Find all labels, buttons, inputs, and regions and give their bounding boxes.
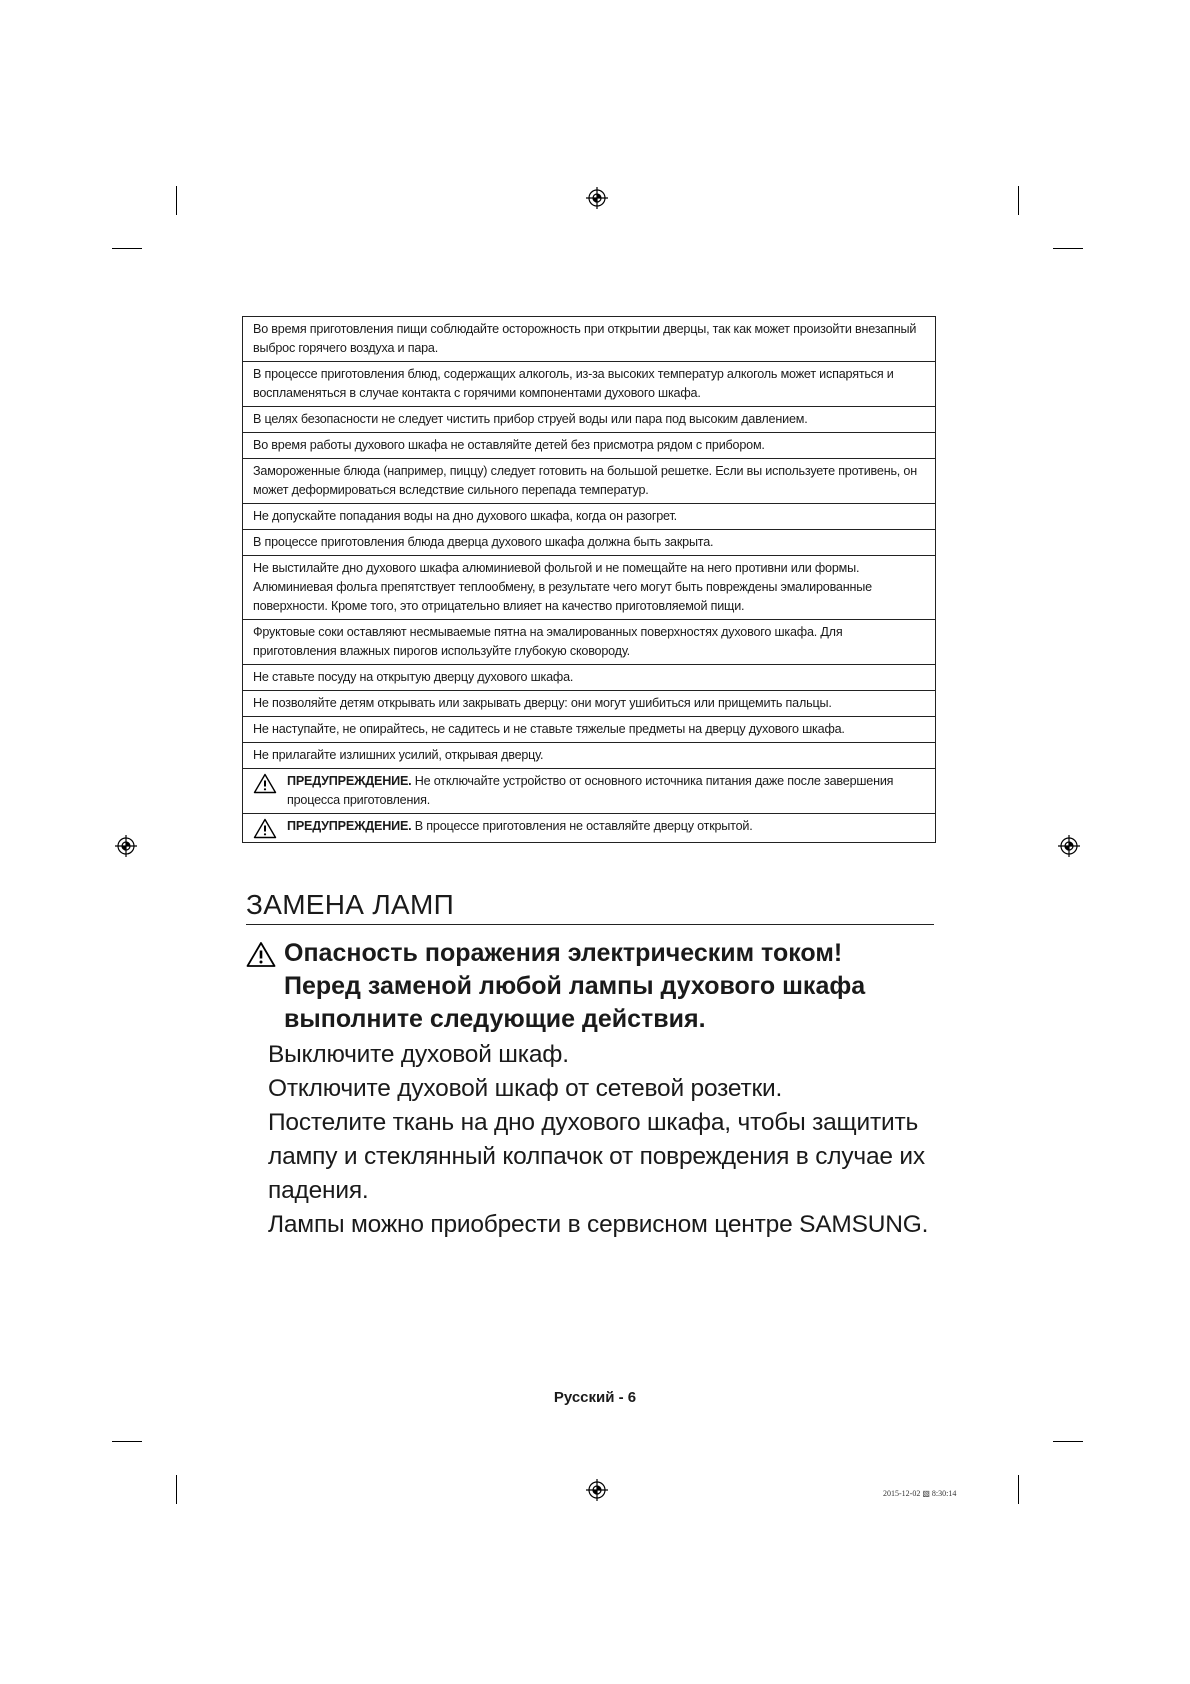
safety-note: Не выстилайте дно духового шкафа алюминиевой фольгой и не помещайте на него противни или формы. Алюминиевая фольга препятствует теплообмену, в результате чего могут быть повреждены эмалированные поверхности. Кроме того, это отрицательно влияет на качество приготовляемой пищи. — [243, 556, 936, 620]
safety-note: Не наступайте, не опирайтесь, не садитесь и не ставьте тяжелые предметы на дверцу духового шкафа. — [243, 717, 936, 743]
safety-note: В процессе приготовления блюда дверца духового шкафа должна быть закрыта. — [243, 530, 936, 556]
warning-triangle-icon — [246, 941, 276, 968]
table-row — [243, 665, 936, 691]
warning-note — [243, 769, 936, 814]
warning-triangle-icon — [253, 818, 277, 839]
table-row — [243, 504, 936, 530]
step-item: Лампы можно приобрести в сервисном центре SAMSUNG. — [268, 1211, 929, 1238]
table-row — [243, 717, 936, 743]
warning-label: ПРЕДУПРЕЖДЕНИЕ. — [287, 774, 412, 788]
table-row — [243, 743, 936, 769]
safety-note: Не допускайте попадания воды на дно духового шкафа, когда он разогрет. — [243, 504, 936, 530]
warning-label: ПРЕДУПРЕЖДЕНИЕ. — [287, 819, 412, 833]
table-row — [243, 317, 936, 362]
crop-mark — [112, 248, 142, 249]
crop-mark — [1053, 248, 1083, 249]
crop-mark — [1053, 1441, 1083, 1442]
print-stamp: 2015-12-02 ▧ 8:30:14 — [883, 1489, 957, 1498]
safety-note: Фруктовые соки оставляют несмываемые пятна на эмалированных поверхностях духового шкафа. Для приготовления влажных пирогов используйте глубокую сковороду. — [243, 620, 936, 665]
registration-mark-icon — [586, 187, 608, 209]
registration-mark-icon — [586, 1479, 608, 1501]
safety-note: В целях безопасности не следует чистить прибор струей воды или пара под высоким давлением. — [243, 407, 936, 433]
table-row — [243, 459, 936, 504]
table-row — [243, 433, 936, 459]
danger-line: Перед заменой любой лампы духового шкафа — [284, 972, 866, 1000]
crop-mark — [176, 1475, 177, 1504]
table-row — [243, 620, 936, 665]
steps-list — [268, 1038, 948, 1242]
safety-note: В процессе приготовления блюд, содержащих алкоголь, из-за высоких температур алкоголь может испаряться и воспламеняться в случае контакта с горячими компонентами духового шкафа. — [243, 362, 936, 407]
warning-triangle-icon — [253, 773, 277, 794]
table-row — [243, 691, 936, 717]
section-title: ЗАМЕНА ЛАМП — [246, 888, 934, 925]
safety-note: Не ставьте посуду на открытую дверцу духового шкафа. — [243, 665, 936, 691]
table-row — [243, 407, 936, 433]
page-number: Русский - 6 — [553, 1389, 637, 1406]
safety-note: Замороженные блюда (например, пиццу) следует готовить на большой решетке. Если вы используете противень, он может деформироваться вследствие сильного перепада температур. — [243, 459, 936, 504]
step-item: Постелите ткань на дно духового шкафа, чтобы защитить лампу и стеклянный колпачок от повреждения в случае их падения. — [268, 1109, 925, 1204]
registration-mark-icon — [115, 835, 137, 857]
crop-mark — [1018, 1475, 1019, 1504]
step-item: Отключите духовой шкаф от сетевой розетки. — [268, 1075, 783, 1102]
safety-note: Не прилагайте излишних усилий, открывая дверцу. — [243, 743, 936, 769]
warning-text — [287, 817, 753, 836]
table-row — [243, 814, 936, 843]
warning-note — [243, 814, 936, 843]
registration-mark-icon — [1058, 835, 1080, 857]
danger-line: выполните следующие действия. — [284, 1005, 706, 1033]
table-row — [243, 362, 936, 407]
crop-mark — [1018, 186, 1019, 215]
warning-body: Не отключайте устройство от основного источника питания даже после завершения процесса приготовления. — [287, 774, 894, 807]
warning-text — [287, 772, 927, 810]
danger-notice — [246, 937, 946, 1036]
table-row — [243, 530, 936, 556]
safety-note: Во время приготовления пищи соблюдайте осторожность при открытии дверцы, так как может произойти внезапный выброс горячего воздуха и пара. — [243, 317, 936, 362]
crop-mark — [176, 186, 177, 215]
step-item: Выключите духовой шкаф. — [268, 1041, 569, 1068]
safety-note: Во время работы духового шкафа не оставляйте детей без присмотра рядом с прибором. — [243, 433, 936, 459]
table-row — [243, 556, 936, 620]
warning-body: В процессе приготовления не оставляйте дверцу открытой. — [411, 819, 753, 833]
safety-note: Не позволяйте детям открывать или закрывать дверцу: они могут ушибиться или прищемить пальцы. — [243, 691, 936, 717]
danger-line: Опасность поражения электрическим током! — [284, 939, 843, 967]
crop-mark — [112, 1441, 142, 1442]
table-row — [243, 769, 936, 814]
safety-notes-table — [242, 316, 936, 843]
